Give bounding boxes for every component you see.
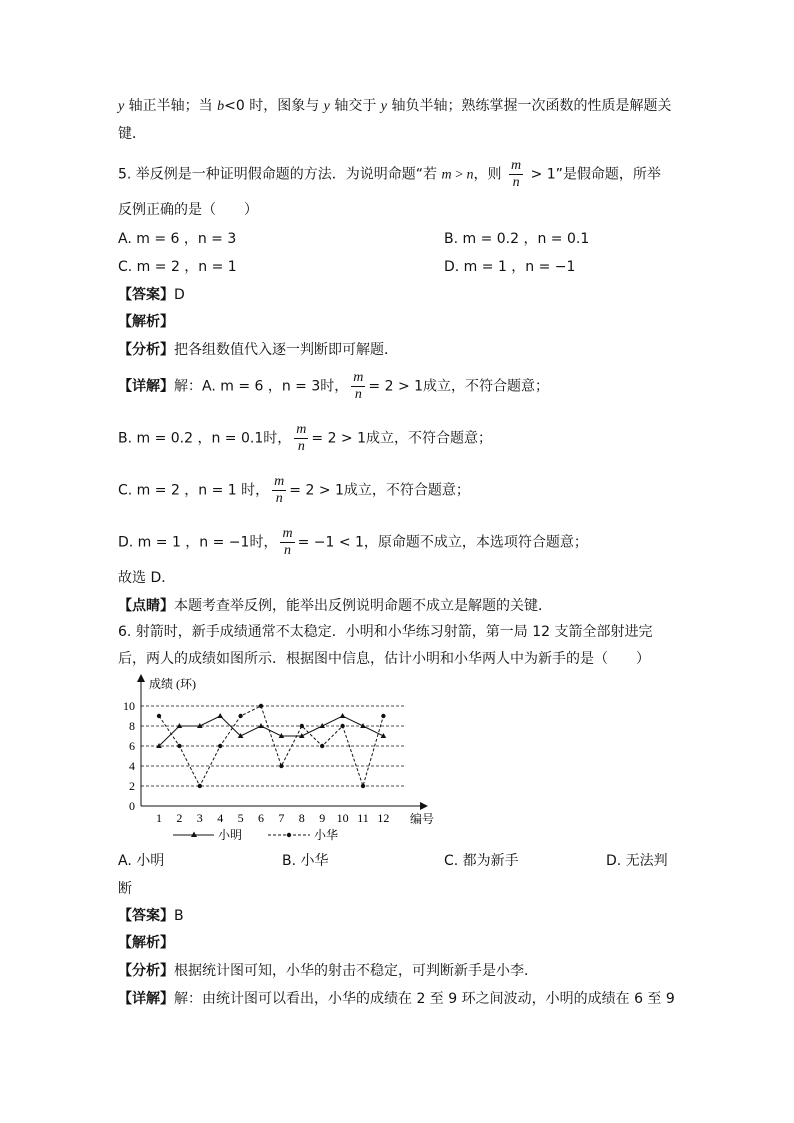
text: 5. 举反例是一种证明假命题的方法．为说明命题“若	[118, 166, 442, 183]
fraction-m-over-n	[280, 526, 294, 559]
x-tick-label: 8	[298, 811, 305, 825]
legend-xiaoming-label: 小明	[218, 828, 243, 842]
dianjing-tag: 【点睛】	[118, 598, 174, 614]
y-tick-label: 0	[129, 799, 135, 813]
data-point-xiaohua	[259, 704, 263, 708]
legend-xiaohua-marker	[287, 833, 291, 837]
fenxi-tag: 【分析】	[118, 342, 174, 358]
data-point-xiaoming	[258, 723, 264, 728]
y-tick-label: 4	[129, 759, 135, 773]
q5-stem-line-1	[118, 158, 661, 191]
text: <0 时，图象与	[224, 98, 324, 114]
q5-option-d: D. m = 1 ，n = −1	[444, 259, 576, 275]
x-tick-label: 12	[377, 811, 390, 825]
x-tick-label: 10	[336, 811, 349, 825]
x-axis-label: 编号	[410, 812, 435, 826]
data-point-xiaohua	[361, 784, 365, 788]
dianjing-text: 本题考查举反例，能举出反例说明命题不成立是解题的关键．	[174, 598, 552, 614]
prev-line-2: 键．	[118, 126, 146, 142]
y-tick-label: 2	[129, 779, 135, 793]
detail-tag: 【详解】	[118, 991, 174, 1007]
frac-den: n	[351, 386, 365, 403]
q6-analysis-tag	[118, 933, 174, 953]
q5-detail-b	[118, 422, 492, 455]
frac-den: n	[509, 174, 523, 191]
x-tick-label: 7	[278, 811, 285, 825]
y-tick-label: 8	[129, 719, 135, 733]
y-tick-label: 6	[129, 739, 135, 753]
data-point-xiaohua	[320, 744, 324, 748]
var-b: b	[217, 99, 225, 114]
text: ，则	[473, 166, 506, 183]
var-y: y	[380, 99, 388, 114]
x-tick-label: 6	[258, 811, 264, 825]
var-y: y	[323, 99, 330, 114]
frac-den: n	[280, 542, 294, 559]
analysis-tag: 【解析】	[118, 935, 174, 951]
series-line-xiaoming	[159, 716, 383, 746]
answer-tag: 【答案】	[118, 908, 174, 924]
y-tick-label: 10	[123, 699, 135, 713]
fenxi-text: 根据统计图可知，小华的射击不稳定，可判断新手是小李．	[174, 963, 538, 979]
text: = 2 > 1成立，不符合题意；	[311, 430, 493, 447]
q6-answer	[118, 906, 184, 926]
analysis-tag: 【解析】	[118, 314, 174, 330]
x-tick-label: 1	[156, 811, 162, 825]
q6-option-a: A. 小明	[118, 853, 165, 869]
text: 轴负半轴；熟练掌握一次函数的性质是解题关	[387, 98, 672, 114]
x-tick-label: 4	[217, 811, 224, 825]
q5-dianjing	[118, 596, 552, 616]
fenxi-text: 把各组数值代入逐一判断即可解题．	[174, 342, 398, 358]
fraction-m-over-n	[509, 158, 523, 191]
x-tick-label: 2	[176, 811, 183, 825]
fraction-m-over-n	[294, 422, 308, 455]
var-n: n	[466, 167, 474, 183]
answer-value: B	[174, 908, 184, 924]
q6-option-b: B. 小华	[282, 853, 329, 869]
text: > 1”是假命题，所举	[526, 166, 661, 183]
x-tick-label: 9	[319, 811, 326, 825]
frac-num: m	[274, 474, 285, 489]
frac-den: n	[294, 438, 308, 455]
frac-num: m	[353, 370, 364, 385]
var-m: m	[441, 167, 452, 183]
x-tick-label: 11	[357, 811, 369, 825]
data-point-xiaohua	[157, 714, 161, 718]
q5-analysis-tag	[118, 312, 174, 332]
text: D. m = 1 ，n = −1时，	[118, 534, 278, 551]
text: 轴正半轴；当	[124, 98, 218, 114]
fenxi-tag: 【分析】	[118, 963, 174, 979]
q6-option-d-wrap: 断	[118, 881, 132, 897]
q5-detail-d	[118, 526, 588, 559]
data-point-xiaohua	[279, 764, 283, 768]
data-point-xiaohua	[218, 744, 222, 748]
legend-xiaoming-marker	[191, 832, 197, 838]
answer-value: D	[174, 287, 185, 303]
text: B. m = 0.2 ，n = 0.1时，	[118, 430, 292, 447]
q5-option-b: B. m = 0.2 ，n = 0.1	[444, 231, 590, 247]
frac-num: m	[296, 422, 307, 437]
score-line-chart	[118, 672, 438, 852]
data-point-xiaohua	[198, 784, 202, 788]
x-tick-label: 5	[237, 811, 244, 825]
data-point-xiaohua	[340, 724, 344, 728]
detail-tag: 【详解】	[118, 378, 174, 395]
answer-tag: 【答案】	[118, 287, 174, 303]
q5-answer	[118, 285, 185, 305]
q5-option-c: C. m = 2 ，n = 1	[118, 259, 237, 275]
q5-detail-c	[118, 474, 470, 507]
q6-detail	[118, 989, 675, 1009]
legend-xiaohua-label: 小华	[314, 828, 339, 842]
text: C. m = 2 ，n = 1 时，	[118, 482, 270, 499]
frac-num: m	[282, 526, 293, 541]
gt: >	[451, 167, 467, 183]
q5-option-a: A. m = 6 ，n = 3	[118, 231, 237, 247]
var-y: y	[118, 99, 125, 114]
frac-num: m	[511, 158, 522, 173]
x-tick-label: 3	[196, 811, 203, 825]
q5-detail-a	[118, 370, 549, 403]
text: 轴交于	[329, 98, 381, 114]
q6-option-c: C. 都为新手	[444, 853, 519, 869]
data-point-xiaohua	[177, 744, 181, 748]
data-point-xiaohua	[381, 714, 385, 718]
text: = 2 > 1成立，不符合题意；	[289, 482, 470, 499]
q5-conclusion: 故选 D．	[118, 570, 176, 586]
data-point-xiaohua	[300, 724, 304, 728]
detail-text: 解：由统计图可以看出，小华的成绩在 2 至 9 环之间波动，小明的成绩在 6 至 9	[174, 991, 675, 1007]
q5-stem-line-2: 反例正确的是（ ）	[118, 202, 258, 218]
prev-line-1	[118, 96, 671, 117]
q6-fenxi	[118, 961, 538, 981]
text: = −1 < 1，原命题不成立，本选项符合题意；	[297, 534, 588, 551]
y-axis-label: 成绩 (环)	[149, 677, 196, 691]
text: 解：A. m = 6 ，n = 3时，	[174, 378, 349, 395]
data-point-xiaoming	[340, 713, 346, 718]
data-point-xiaohua	[238, 714, 242, 718]
fraction-m-over-n	[272, 474, 286, 507]
frac-den: n	[272, 490, 286, 507]
data-point-xiaoming	[217, 713, 223, 718]
text: = 2 > 1成立，不符合题意；	[368, 378, 550, 395]
q6-stem-line-1: 6. 射箭时，新手成绩通常不太稳定．小明和小华练习射箭，第一局 12 支箭全部射进完	[118, 624, 653, 640]
q6-option-d: D. 无法判	[606, 853, 668, 869]
q5-fenxi	[118, 340, 398, 360]
fraction-m-over-n	[351, 370, 365, 403]
q6-stem-line-2: 后，两人的成绩如图所示．根据图中信息，估计小明和小华两人中为新手的是（ ）	[118, 651, 650, 667]
